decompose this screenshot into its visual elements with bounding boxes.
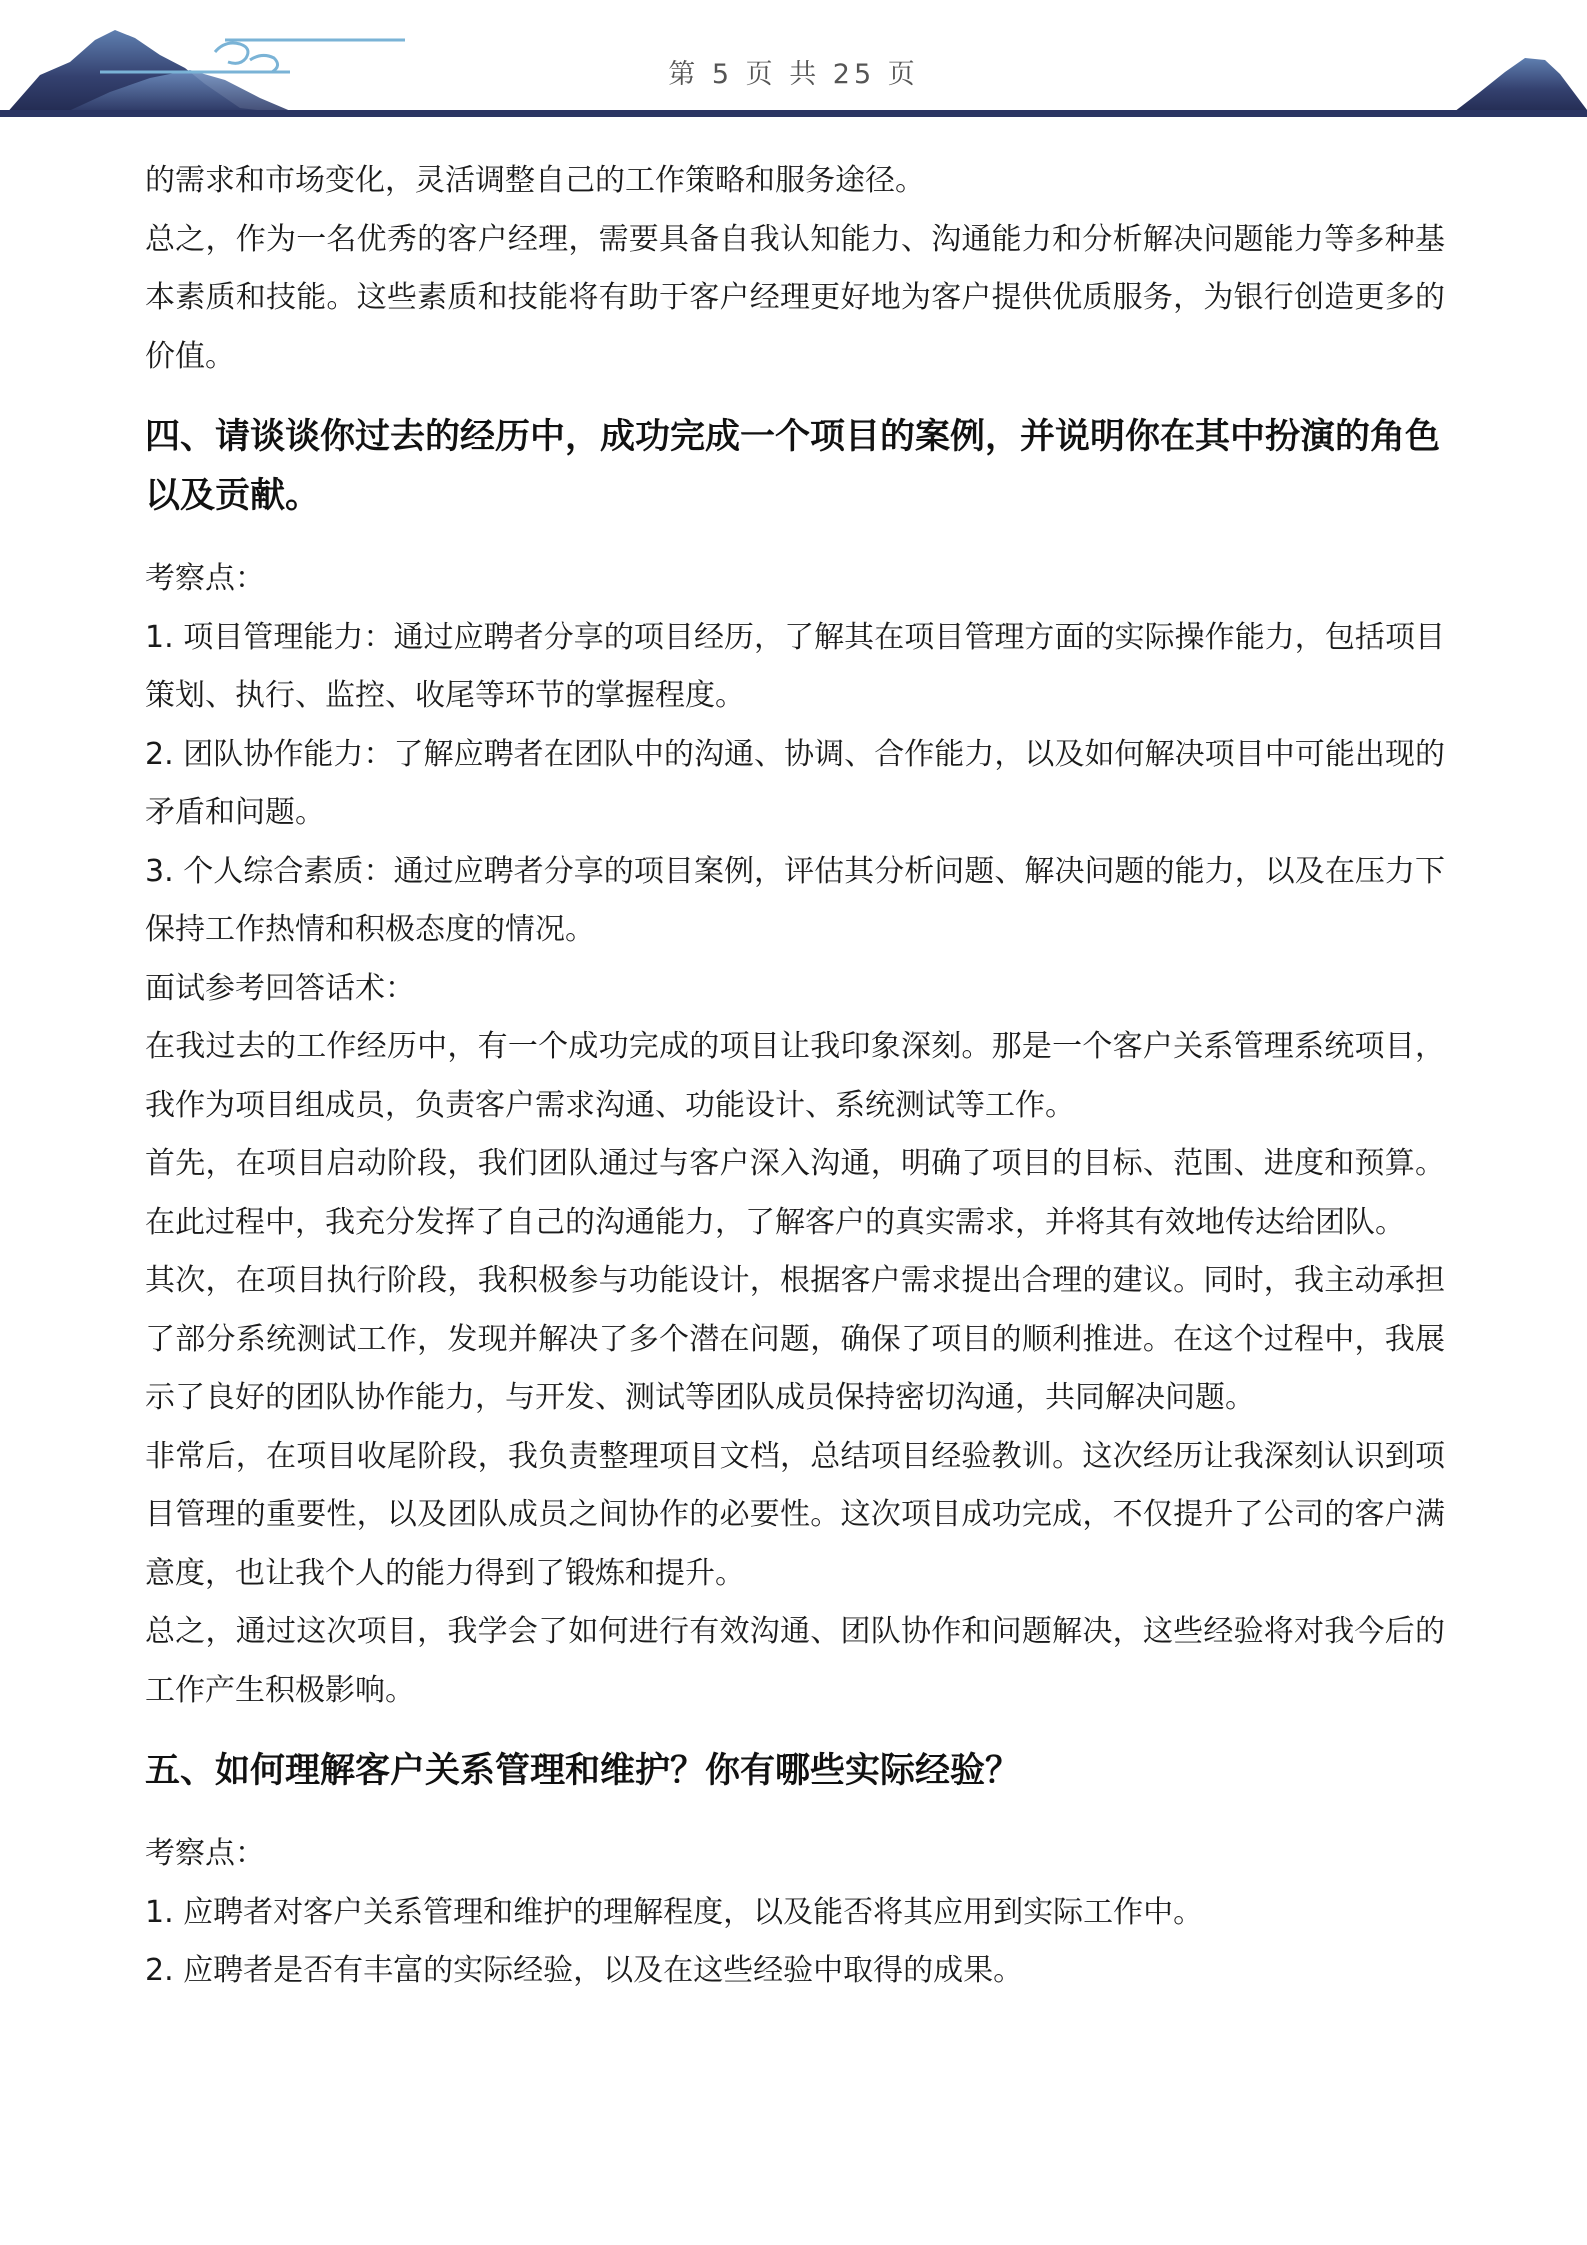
section-4-paragraph: 考察点： <box>145 561 265 596</box>
section-4-paragraph: 总之，通过这次项目，我学会了如何进行有效沟通、团队协作和问题解决，这些经验将对我今后的工作产生积极影响。 <box>145 1614 1445 1708</box>
header-baseline <box>0 110 1587 117</box>
section-4-heading: 四、请谈谈你过去的经历中，成功完成一个项目的案例，并说明你在其中扮演的角色以及贡献。 <box>145 417 1441 516</box>
section-5-paragraph: 1. 应聘者对客户关系管理和维护的理解程度，以及能否将其应用到实际工作中。 <box>145 1894 1204 1930</box>
section-4-paragraph: 非常后，在项目收尾阶段，我负责整理项目文档，总结项目经验教训。这次经历让我深刻认识到项目管理的重要性，以及团队成员之间协作的必要性。这次项目成功完成，不仅提升了公司的客户满意度，也让我个人的能力得到了锻炼和提升。 <box>145 1438 1445 1591</box>
section-4-paragraph: 2. 团队协作能力：了解应聘者在团队中的沟通、协调、合作能力，以及如何解决项目中可能出现的矛盾和问题。 <box>145 736 1445 830</box>
page-number: 第 5 页 共 25 页 <box>668 59 919 90</box>
section-5-paragraph: 2. 应聘者是否有丰富的实际经验，以及在这些经验中取得的成果。 <box>145 1953 1024 1988</box>
section-5-heading: 五、如何理解客户关系管理和维护？你有哪些实际经验？ <box>145 1751 1021 1791</box>
section-4-paragraph: 首先，在项目启动阶段，我们团队通过与客户深入沟通，明确了项目的目标、范围、进度和预算。在此过程中，我充分发挥了自己的沟通能力，了解客户的真实需求，并将其有效地传达给团队。 <box>145 1146 1445 1240</box>
document-body <box>145 152 1445 2001</box>
section-4-paragraph: 其次，在项目执行阶段，我积极参与功能设计，根据客户需求提出合理的建议。同时，我主动承担了部分系统测试工作，发现并解决了多个潜在问题，确保了项目的顺利推进。在这个过程中，我展示了良好的团队协作能力，与开发、测试等团队成员保持密切沟通，共同解决问题。 <box>145 1263 1445 1415</box>
intro-paragraph-2: 总之，作为一名优秀的客户经理，需要具备自我认知能力、沟通能力和分析解决问题能力等多种基本素质和技能。这些素质和技能将有助于客户经理更好地为客户提供优质服务，为银行创造更多的价值。 <box>145 221 1445 374</box>
section-5-paragraph: 考察点： <box>145 1836 265 1871</box>
section-4-paragraph: 3. 个人综合素质：通过应聘者分享的项目案例，评估其分析问题、解决问题的能力，以及在压力下保持工作热情和积极态度的情况。 <box>145 853 1445 947</box>
page-header <box>0 0 1587 125</box>
intro-paragraph-1: 的需求和市场变化，灵活调整自己的工作策略和服务途径。 <box>145 163 925 198</box>
section-4-paragraph: 1. 项目管理能力：通过应聘者分享的项目经历，了解其在项目管理方面的实际操作能力，包括项目策划、执行、监控、收尾等环节的掌握程度。 <box>145 619 1445 713</box>
section-4-paragraph: 在我过去的工作经历中，有一个成功完成的项目让我印象深刻。那是一个客户关系管理系统项目，我作为项目组成员，负责客户需求沟通、功能设计、系统测试等工作。 <box>145 1029 1445 1123</box>
section-4-paragraph: 面试参考回答话术： <box>145 970 415 1006</box>
